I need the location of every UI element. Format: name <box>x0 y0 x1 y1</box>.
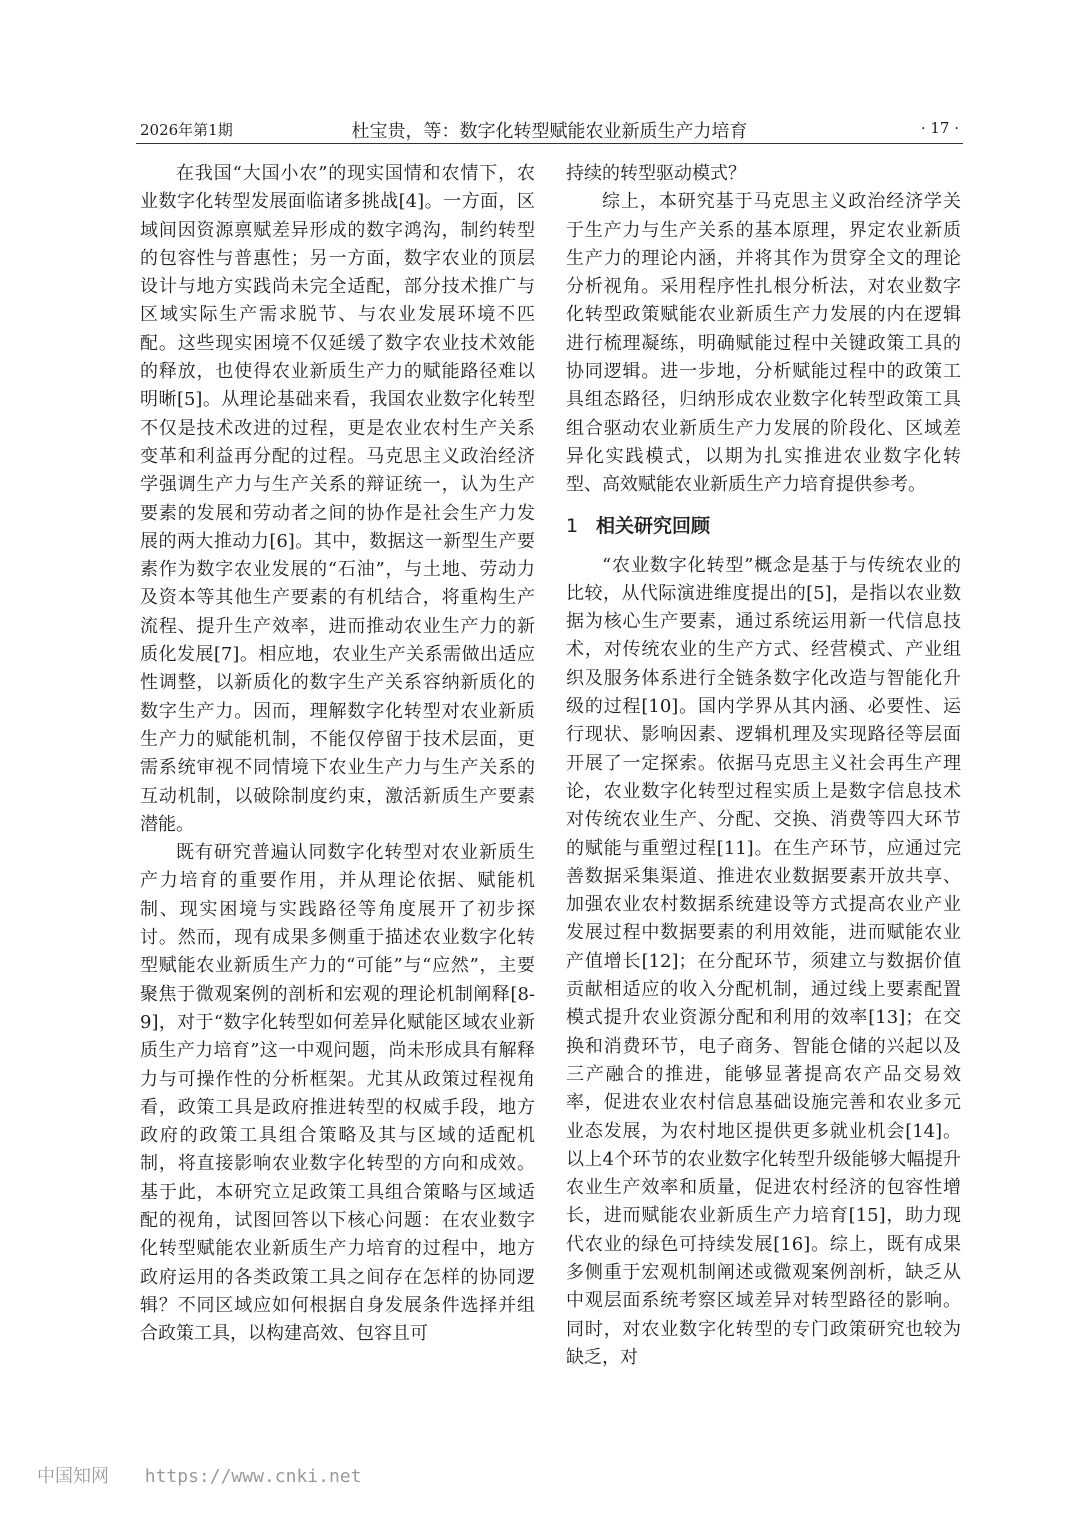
paragraph: 在我国“大国小农”的现实国情和农情下，农业数字化转型发展面临诸多挑战[4]。一方面，区域间因资源禀赋差异形成的数字鸿沟，制约转型的包容性与普惠性；另一方面，数字农业的顶层设计与地方实践尚未完全适配，部分技术推广与区域实际生产需求脱节、与农业发展环境不匹配。这些现实困境不仅延缓了数字农业技术效能的释放，也使得农业新质生产力的赋能路径难以明晰[5]。从理论基础来看，我国农业数字化转型不仅是技术改进的过程，更是农业农村生产关系变革和利益再分配的过程。马克思主义政治经济学强调生产力与生产关系的辩证统一，认为生产要素的发展和劳动者之间的协作是社会生产力发展的两大推动力[6]。其中，数据这一新型生产要素作为数字农业发展的“石油”，与土地、劳动力及资本等其他生产要素的有机结合，将重构生产流程、提升生产效率，进而推动农业生产力的新质化发展[7]。相应地，农业生产关系需做出适应性调整，以新质化的数字生产关系容纳新质化的数字生产力。因而，理解数字化转型对农业新质生产力的赋能机制，不能仅停留于技术层面，更需系统审视不同情境下农业生产力与生产关系的互动机制，以破除制度约束，激活新质生产要素潜能。 <box>140 163 535 835</box>
paragraph: 综上，本研究基于马克思主义政治经济学关于生产力与生产关系的基本原理，界定农业新质生产力的理论内涵，并将其作为贯穿全文的理论分析视角。采用程序性扎根分析法，对农业数字化转型政策赋能农业新质生产力发展的内在逻辑进行梳理凝练，明确赋能过程中关键政策工具的协同逻辑。进一步地，分析赋能过程中的政策工具组态路径，归纳形成农业数字化转型政策工具组合驱动农业新质生产力发展的阶段化、区域差异化实践模式，以期为扎实推进农业数字化转型、高效赋能农业新质生产力培育提供参考。 <box>566 191 961 496</box>
section-title: 相关研究回顾 <box>596 514 711 537</box>
section-number: 1 <box>566 514 579 537</box>
page-number: · 17 · <box>920 119 959 137</box>
paragraph: “农业数字化转型”概念是基于与传统农业的比较，从代际演进维度提出的[5]，是指以农业数据为核心生产要素，通过系统运用新一代信息技术，对传统农业的生产方式、经营模式、产业组织及服务体系进行全链条数字化改造与智能化升级的过程[10]。国内学界从其内涵、必要性、运行现状、影响因素、逻辑机理及实现路径等层面开展了一定探索。依据马克思主义社会再生产理论，农业数字化转型过程实质上是数字信息技术对传统农业生产、分配、交换、消费等四大环节的赋能与重塑过程[11]。在生产环节，应通过完善数据采集渠道、推进农业数据要素开放共享、加强农业农村数据系统建设等方式提高农业产业发展过程中数据要素的利用效能，进而赋能农业产值增长[12]；在分配环节，须建立与数据价值贡献相适应的收入分配机制，通过线上要素配置模式提升农业资源分配和利用的效率[13]；在交换和消费环节，电子商务、智能仓储的兴起以及三产融合的推进，能够显著提高农产品交易效率，促进农业农村信息基础设施完善和农业多元业态发展，为农村地区提供更多就业机会[14]。以上4个环节的农业数字化转型升级能够大幅提升农业生产效率和质量，促进农村经济的包容性增长，进而赋能农业新质生产力培育[15]，助力现代农业的绿色可持续发展[16]。综上，既有成果多侧重于宏观机制阐述或微观案例剖析，缺乏从中观层面系统考察区域差异对转型路径的影响。同时，对农业数字化转型的专门政策研究也较为缺乏，对 <box>566 554 961 1368</box>
watermark-footer <box>37 1462 361 1488</box>
paragraph: 既有研究普遍认同数字化转型对农业新质生产力培育的重要作用，并从理论依据、赋能机制、现实困境与实践路径等角度展开了初步探讨。然而，现有成果多侧重于描述农业数字化转型赋能农业新质生产力的“可能”与“应然”，主要聚焦于微观案例的剖析和宏观的理论机制阐释[8-9]，对于“数字化转型如何差异化赋能区域农业新质生产力培育”这一中观问题，尚未形成具有解释力与可操作性的分析框架。尤其从政策过程视角看，政策工具是政府推进转型的权威手段，地方政府的政策工具组合策略及其与区域的适配机制，将直接影响农业数字化转型的方向和成效。基于此，本研究立足政策工具组合策略与区域适配的视角，试图回答以下核心问题：在农业数字化转型赋能农业新质生产力培育的过程中，地方政府运用的各类政策工具之间存在怎样的协同逻辑？不同区域应如何根据自身发展条件选择并组合政策工具，以构建高效、包容且可 <box>140 842 535 1345</box>
site-url[interactable]: https://www.cnki.net <box>144 1466 362 1487</box>
left-column <box>140 160 535 1348</box>
paragraph-continued: 持续的转型驱动模式？ <box>566 163 746 184</box>
running-header <box>136 117 963 144</box>
site-name: 中国知网 <box>37 1466 109 1487</box>
right-column <box>566 160 961 1372</box>
issue-label: 2026年第1期 <box>140 121 233 139</box>
running-title: 杜宝贵，等：数字化转型赋能农业新质生产力培育 <box>351 121 748 142</box>
section-heading <box>566 512 961 540</box>
